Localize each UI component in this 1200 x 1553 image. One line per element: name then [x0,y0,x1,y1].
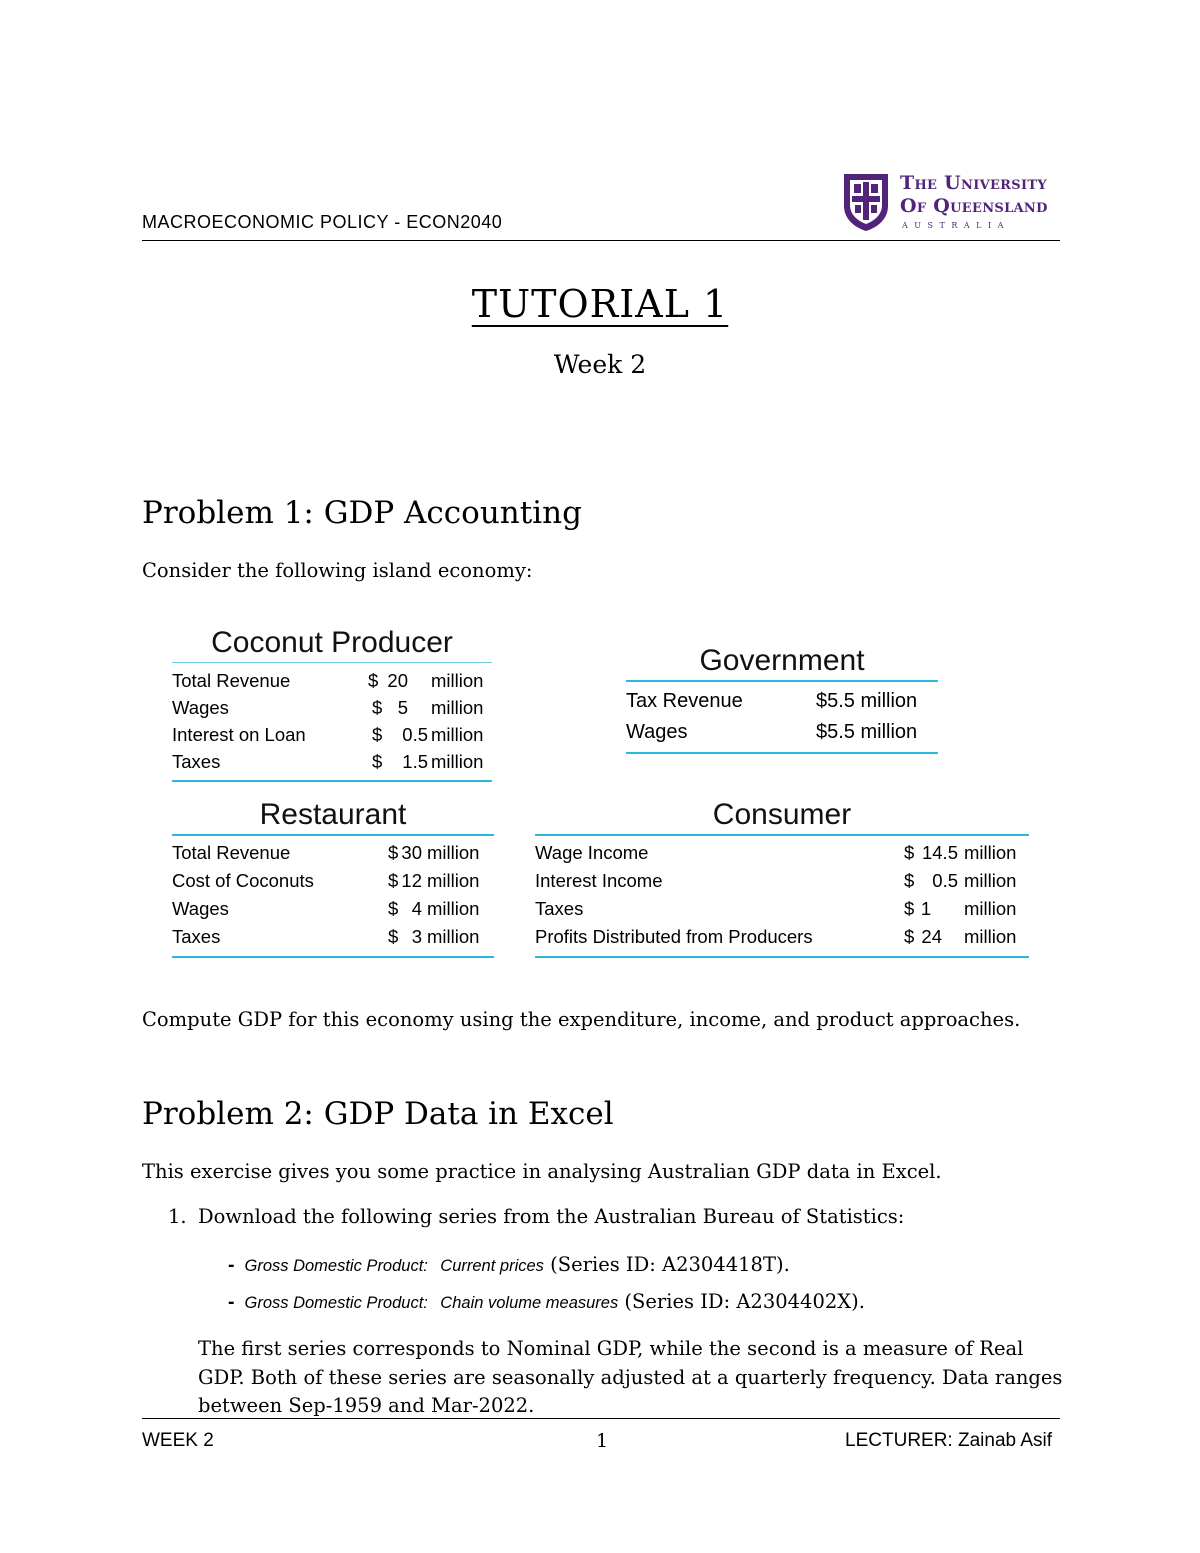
table-row [626,717,938,748]
row-label: Wages [172,697,229,718]
table-row [172,867,494,895]
table-row [535,923,1029,951]
row-amount: 3 [411,926,422,947]
footer-divider [142,1418,1060,1419]
table-bottom-rule [535,956,1029,958]
row-unit: million [964,926,1017,947]
series-name: Gross Domestic Product: [244,1294,428,1312]
row-unit: million [427,898,480,919]
logo-text-line2: Of Queensland [900,195,1048,217]
course-header: MACROECONOMIC POLICY - ECON2040 [142,212,503,232]
row-amount: 12 [401,870,422,891]
row-label: Wage Income [535,842,649,863]
row-dollar: $ [388,842,399,863]
coconut-producer-table [172,626,492,782]
page-title-text: TUTORIAL 1 [471,282,729,326]
table-title: Consumer [712,798,852,831]
row-label: Interest on Loan [172,724,306,745]
row-amount: 0.5 [932,870,958,891]
row-amount: 4 [411,898,422,919]
series-id: (Series ID: A2304402X). [624,1290,865,1313]
row-dollar: $ [388,870,399,891]
table-row [172,839,494,867]
row-amount: 14.5 [921,842,958,863]
table-row [172,721,492,748]
restaurant-table [172,798,494,958]
list-item: Download the following series from the Australian Bureau of Statistics: [198,1205,905,1228]
table-row [172,694,492,721]
bullet-dash: - [228,1291,235,1313]
page-subtitle: Week 2 [553,350,647,379]
row-label: Cost of Coconuts [172,870,314,891]
row-amount: 5 [397,697,408,718]
footer-week: WEEK 2 [142,1430,214,1451]
table-bottom-rule [626,752,938,754]
row-label: Taxes [172,926,221,947]
row-unit: million [964,842,1017,863]
table-title: Coconut Producer [211,626,453,659]
row-value: $5.5 million [816,721,918,743]
consumer-table [535,798,1029,958]
uq-crest-icon [842,172,890,232]
logo-country: AUSTRALIA [902,221,1010,230]
row-unit: million [431,697,484,718]
footer-lecturer: LECTURER: Zainab Asif [845,1430,1052,1451]
table-row [172,923,494,951]
table-title: Government [699,644,865,677]
row-unit: million [427,926,480,947]
row-unit: million [427,870,480,891]
row-label: Profits Distributed from Producers [535,926,813,947]
table-row [172,667,492,694]
table-row [535,895,1029,923]
row-dollar: $ [388,898,399,919]
row-dollar: $ [372,697,383,718]
problem-1-question: Compute GDP for this economy using the expenditure, income, and product approaches. [142,1008,1021,1031]
university-logo [842,172,1062,234]
problem-1-heading: Problem 1: GDP Accounting [142,495,582,531]
problem-1-intro: Consider the following island economy: [142,559,533,582]
row-dollar: $ [372,724,383,745]
problem-2-heading: Problem 2: GDP Data in Excel [142,1096,614,1132]
row-amount: 30 [401,842,422,863]
row-dollar: $ [904,898,915,919]
row-dollar: $ [904,926,915,947]
row-label: Total Revenue [172,670,291,691]
row-dollar: $ [904,870,915,891]
row-label: Taxes [172,751,221,772]
series-measure: Current prices [440,1257,544,1275]
row-label: Wages [626,721,688,743]
bullet-dash: - [228,1254,235,1276]
bullet-item [228,1253,790,1277]
row-label: Total Revenue [172,842,291,863]
row-dollar: $ [388,926,399,947]
table-row [172,748,492,775]
problem-2-paragraph-line: between Sep-1959 and Mar-2022. [198,1394,535,1417]
logo-text-line1: The University [900,172,1047,194]
list-item-number: 1. [168,1205,187,1228]
page-number: 1 [596,1430,609,1452]
problem-2-paragraph-line: The first series corresponds to Nominal GDP, while the second is a measure of Real [198,1337,1024,1360]
problem-2-paragraph-line: GDP. Both of these series are seasonally adjusted at a quarterly frequency. Data ranges [198,1366,1063,1389]
row-value: $5.5 million [816,690,918,712]
series-measure: Chain volume measures [440,1294,619,1312]
row-label: Tax Revenue [626,690,743,712]
series-id: (Series ID: A2304418T). [550,1253,790,1276]
row-unit: million [431,751,484,772]
row-unit: million [427,842,480,863]
government-table [626,644,938,754]
bullet-item [228,1290,865,1314]
row-dollar: $ [904,842,915,863]
header-divider [142,240,1060,241]
row-amount: 1.5 [402,751,428,772]
table-row [535,867,1029,895]
row-dollar: $ [372,751,383,772]
row-label: Wages [172,898,229,919]
table-row [172,895,494,923]
table-bottom-rule [172,780,492,782]
row-unit: million [964,870,1017,891]
table-row [535,839,1029,867]
table-title: Restaurant [259,798,407,831]
table-row [626,686,938,717]
row-unit: million [964,898,1017,919]
row-amount: 0.5 [402,724,428,745]
row-dollar: $ [368,670,379,691]
row-amount: 20 [387,670,408,691]
row-amount: 24 [921,926,942,947]
table-bottom-rule [172,956,494,958]
row-unit: million [431,670,484,691]
row-label: Taxes [535,898,584,919]
row-unit: million [431,724,484,745]
row-label: Interest Income [535,870,663,891]
page-title [0,282,1200,326]
series-name: Gross Domestic Product: [244,1257,428,1275]
row-amount: 1 [920,898,932,919]
problem-2-intro: This exercise gives you some practice in analysing Australian GDP data in Excel. [142,1160,942,1183]
